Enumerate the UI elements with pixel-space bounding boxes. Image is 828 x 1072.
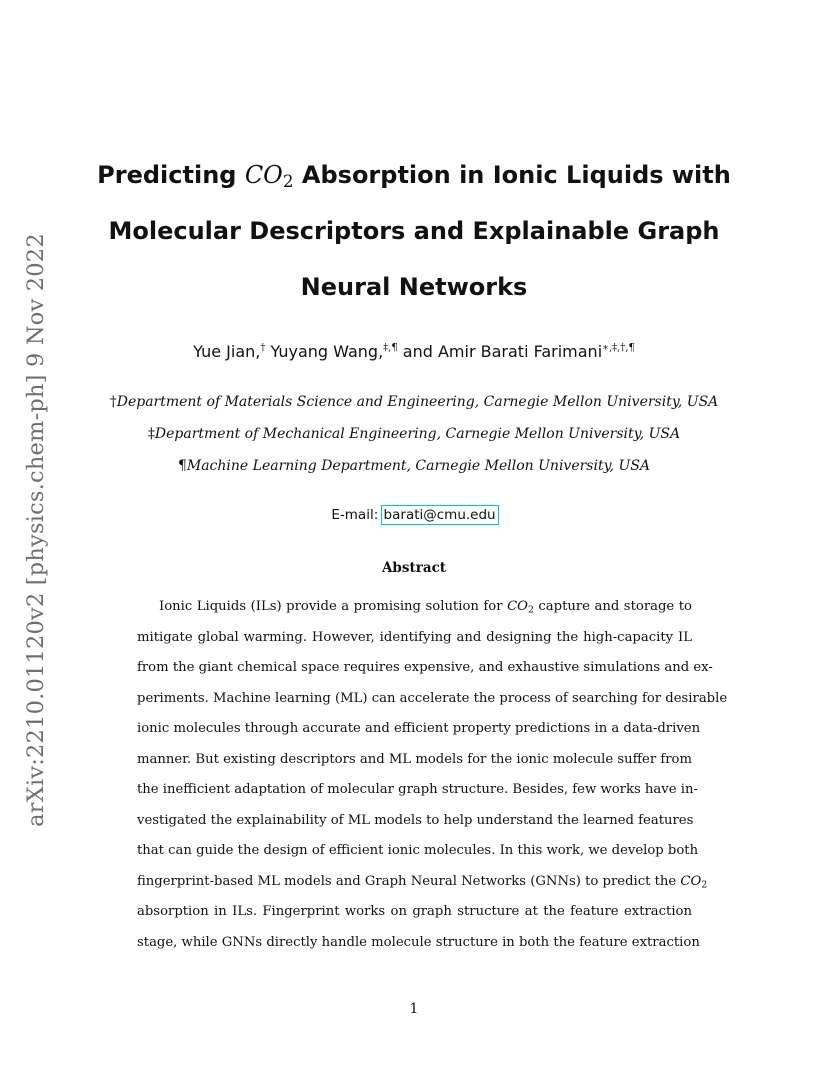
abstract-line: fingerprint-based ML models and Graph Neural Networks (GNNs) to predict the $CO_2$ (137, 873, 708, 890)
contact-email (80, 505, 748, 525)
abstract-math-co2: $CO_2$ (507, 599, 534, 616)
author-list (80, 340, 748, 364)
abstract-line: from the giant chemical space requires expensive, and exhaustive simulations and ex- (137, 660, 713, 675)
abstract-body (137, 596, 728, 962)
abstract-line: absorption in ILs. Fingerprint works on graph structure at the feature extraction (137, 904, 692, 919)
abstract-line: the inefficient adaptation of molecular graph structure. Besides, few works have in- (137, 782, 698, 797)
paper-title (80, 147, 748, 315)
author-name: and Amir Barati Farimani (402, 342, 603, 361)
abstract-line: that can guide the design of efficient ionic molecules. In this work, we develop both (137, 843, 699, 858)
affiliation-3: ¶Machine Learning Department, Carnegie Mellon University, USA (177, 458, 651, 474)
author-affiliation-marks: ‡,¶ (383, 342, 398, 354)
abstract-line: Ionic Liquids (ILs) provide a promising solution for $CO_2$ capture and storage to (159, 599, 692, 616)
abstract-line: periments. Machine learning (ML) can accelerate the process of searching for desirable (137, 690, 728, 706)
abstract-line: stage, while GNNs directly handle molecule structure in both the feature extraction (137, 934, 700, 950)
arxiv-identifier: arXiv:2210.01120v2 [physics.chem-ph] 9 Nov 2022 (23, 233, 49, 827)
abstract-heading: Abstract (381, 560, 447, 576)
author-affiliation-marks: ∗,‡,†,¶ (602, 342, 635, 354)
affiliation-2: ‡Department of Mechanical Engineering, Carnegie Mellon University, USA (147, 426, 681, 442)
affiliation-1: †Department of Materials Science and Engineering, Carnegie Mellon University, USA (109, 394, 719, 410)
title-line-2: Molecular Descriptors and Explainable Graph (108, 217, 720, 245)
page-number: 1 (409, 1001, 419, 1017)
author-name: Yuyang Wang, (270, 342, 384, 361)
abstract-line: manner. But existing descriptors and ML models for the ionic molecule suffer from (137, 751, 692, 767)
abstract-line: mitigate global warming. However, identifying and designing the high-capacity IL (137, 629, 692, 645)
author-name: Yue Jian, (193, 342, 261, 361)
title-math-co2: $CO_2$ (244, 161, 294, 192)
abstract-line: vestigated the explainability of ML models to help understand the learned features (137, 812, 694, 828)
abstract-math-co2: $CO_2$ (680, 873, 708, 890)
title-line-3: Neural Networks (300, 273, 528, 301)
abstract-line: ionic molecules through accurate and efficient property predictions in a data-driven (137, 721, 701, 736)
title-line-1: Predicting $CO_2$ Absorption in Ionic Liquids with (97, 161, 731, 192)
author-affiliation-marks: † (260, 342, 266, 354)
email-label: E-mail: (331, 507, 383, 523)
email-link[interactable]: barati@cmu.edu (383, 507, 496, 523)
